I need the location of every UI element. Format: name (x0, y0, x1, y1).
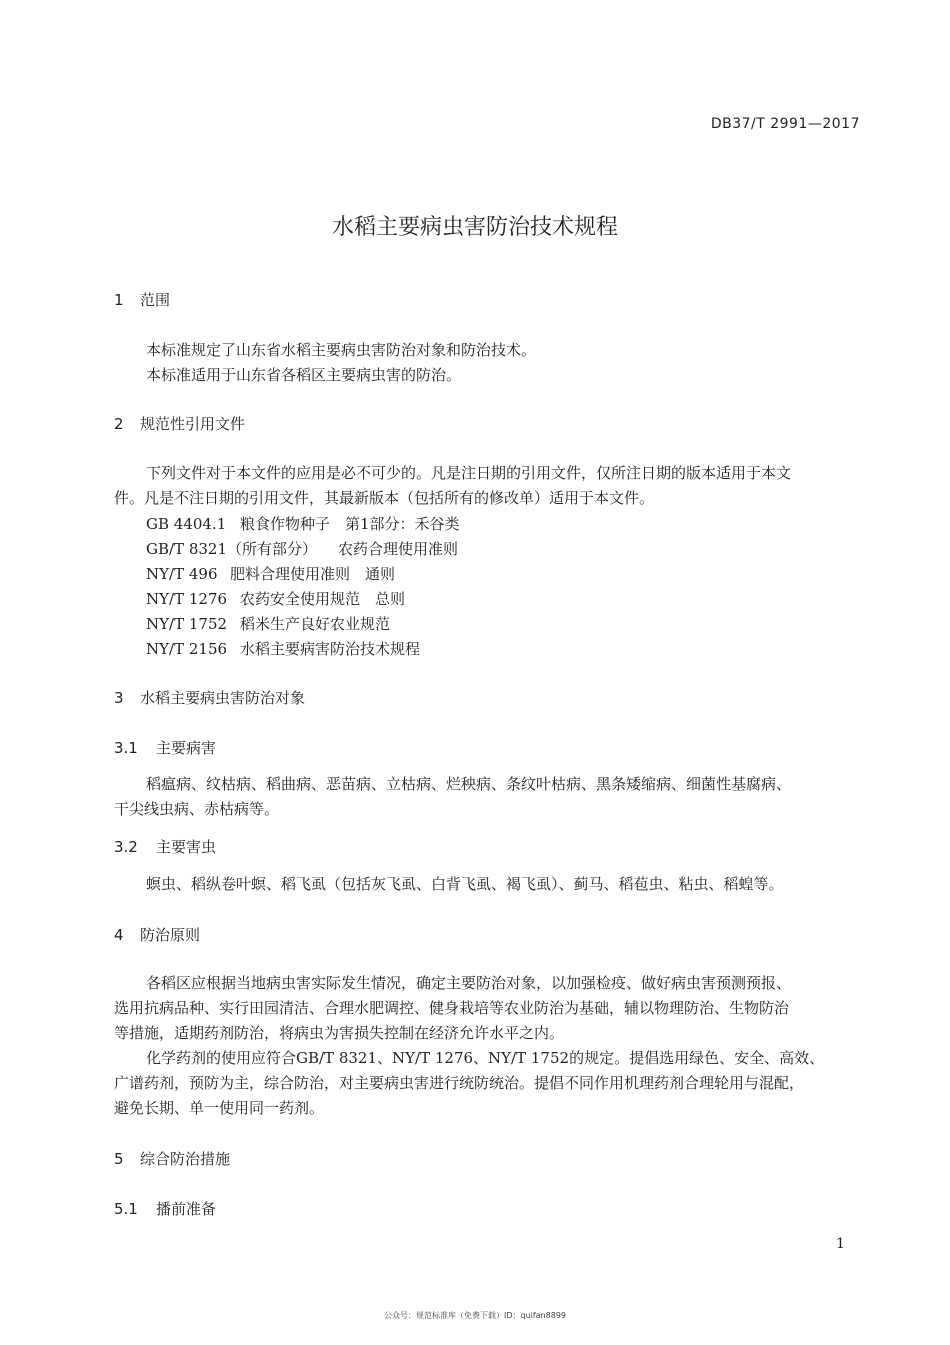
paragraph-line: 下列文件对于本文件的应用是必不可少的。凡是注日期的引用文件，仅所注日期的版本适用于本文 (146, 464, 792, 482)
reference-name: 水稻主要病害防治技术规程 (240, 640, 421, 658)
paragraph: 本标准适用于山东省各稻区主要病虫害的防治。 (146, 366, 462, 384)
page-number: 1 (836, 1236, 845, 1252)
subsection-3-2-heading (114, 836, 216, 857)
reference-code: GB 4404.1 (146, 515, 227, 533)
section-number: 5 (114, 1150, 124, 1168)
paragraph-line: 选用抗病品种、实行田园清洁、合理水肥调控、健身栽培等农业防治为基础，辅以物理防治、生物防治 (114, 999, 790, 1017)
subsection-5-1-heading (114, 1198, 216, 1219)
footer-watermark-text: 公众号：规范标准库（免费下载）ID：quifan8899 (383, 1311, 567, 1320)
reference-item (146, 612, 460, 637)
reference-code: NY/T 1276 (146, 590, 228, 608)
reference-item (146, 512, 460, 537)
reference-item (146, 587, 460, 612)
section-title: 播前准备 (156, 1200, 217, 1218)
section-2-heading (114, 413, 245, 434)
section-number: 3 (114, 689, 124, 707)
section-title: 综合防治措施 (140, 1150, 231, 1168)
section-number: 5.1 (114, 1200, 138, 1218)
standard-code: DB37/T 2991—2017 (710, 116, 860, 132)
reference-item (146, 562, 460, 587)
subsection-3-1-heading (114, 737, 216, 758)
section-title: 防治原则 (140, 926, 201, 944)
paragraph-line: 件。凡是不注日期的引用文件，其最新版本（包括所有的修改单）适用于本文件。 (114, 489, 655, 507)
reference-name: 稻米生产良好农业规范 (240, 615, 391, 633)
section-3-heading (114, 687, 305, 708)
section-title: 范围 (140, 291, 171, 309)
reference-item (146, 637, 460, 662)
paragraph-line: 化学药剂的使用应符合GB/T 8321、NY/T 1276、NY/T 1752的规定。提倡选用绿色、安全、高效、 (146, 1049, 825, 1067)
section-number: 2 (114, 415, 124, 433)
paragraph-line: 等措施，适期药剂防治，将病虫为害损失控制在经济允许水平之内。 (114, 1024, 565, 1042)
paragraph-line: 螟虫、稻纵卷叶螟、稻飞虱（包括灰飞虱、白背飞虱、褐飞虱）、蓟马、稻苞虫、粘虫、稻蝗等。 (146, 875, 784, 893)
normative-references-list (146, 512, 460, 662)
section-number: 3.2 (114, 838, 138, 856)
reference-name: 农药合理使用准则 (338, 540, 459, 558)
reference-code: NY/T 2156 (146, 640, 228, 658)
document-title: 水稻主要病虫害防治技术规程 (331, 215, 618, 240)
section-title: 水稻主要病虫害防治对象 (140, 689, 306, 707)
paragraph-line: 避免长期、单一使用同一药剂。 (114, 1099, 325, 1117)
reference-code: NY/T 496 (146, 565, 218, 583)
paragraph: 本标准规定了山东省水稻主要病虫害防治对象和防治技术。 (146, 341, 537, 359)
reference-code: NY/T 1752 (146, 615, 228, 633)
section-number: 4 (114, 926, 124, 944)
paragraph-line: 干尖线虫病、赤枯病等。 (114, 800, 280, 818)
reference-item (146, 537, 460, 562)
reference-name: 肥料合理使用准则 通则 (230, 565, 396, 583)
paragraph-line: 稻瘟病、纹枯病、稻曲病、恶苗病、立枯病、烂秧病、条纹叶枯病、黑条矮缩病、细菌性基腐病、 (146, 775, 792, 793)
paragraph-line: 广谱药剂，预防为主，综合防治，对主要病虫害进行统防统治。提倡不同作用机理药剂合理轮用与混配， (114, 1074, 805, 1092)
reference-code: GB/T 8321（所有部分） (146, 540, 318, 558)
section-title: 主要害虫 (156, 838, 217, 856)
reference-name: 粮食作物种子 第1部分：禾谷类 (240, 515, 460, 533)
section-1-heading (114, 289, 170, 310)
section-number: 3.1 (114, 739, 138, 757)
section-5-heading (114, 1148, 230, 1169)
section-title: 规范性引用文件 (140, 415, 246, 433)
section-number: 1 (114, 291, 124, 309)
section-title: 主要病害 (156, 739, 217, 757)
paragraph-line: 各稻区应根据当地病虫害实际发生情况，确定主要防治对象，以加强检疫、做好病虫害预测预报、 (146, 974, 792, 992)
section-4-heading (114, 924, 200, 945)
reference-name: 农药安全使用规范 总则 (240, 590, 406, 608)
